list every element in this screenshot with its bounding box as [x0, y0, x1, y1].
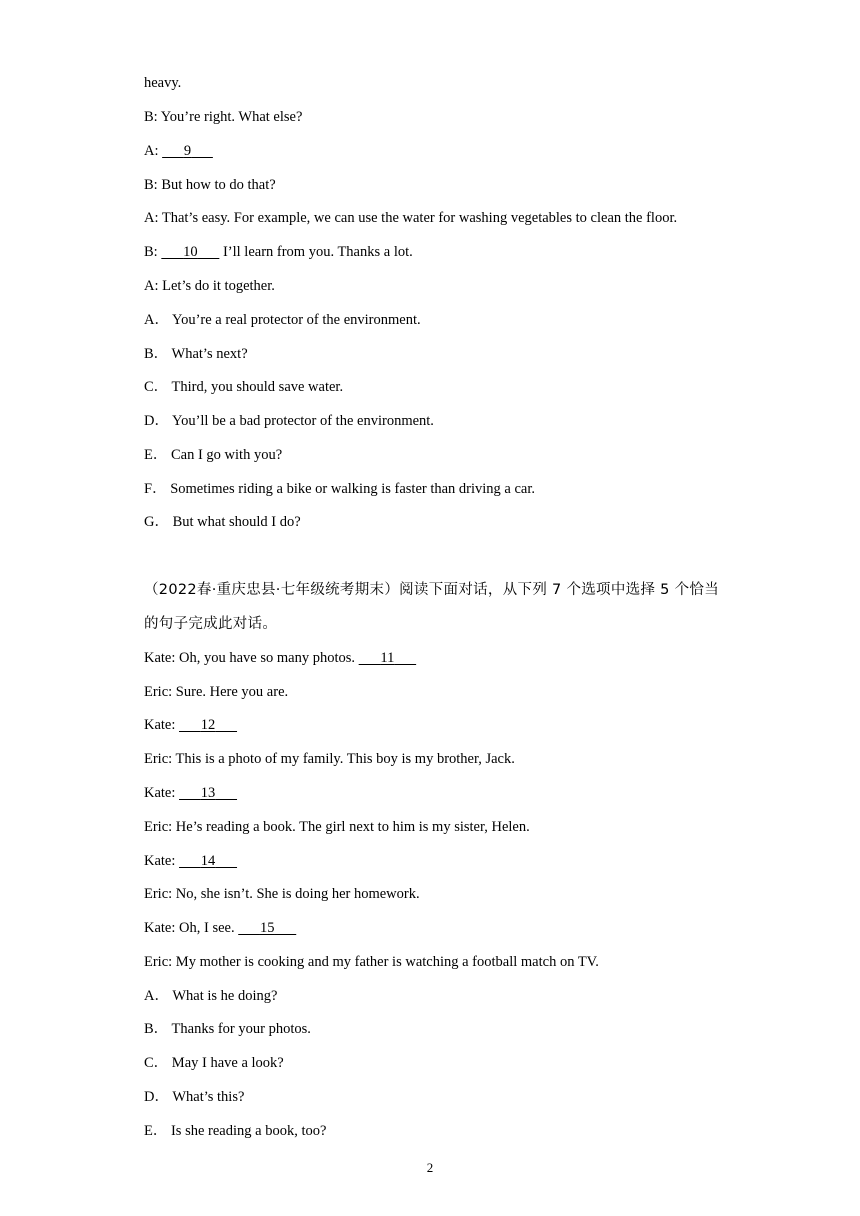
- option-f: F． Sometimes riding a bike or walking is faster than driving a car.: [144, 481, 536, 497]
- dialogue-line-blank-13: [144, 783, 237, 803]
- dialogue-line: Eric: My mother is cooking and my father is watching a football match on TV.: [144, 954, 599, 970]
- dialogue-line-blank-15: [144, 918, 296, 938]
- dialogue-line: Eric: He’s reading a book. The girl next to him is my sister, Helen.: [144, 819, 530, 835]
- dialogue-text: Kate: Oh, you have so many photos.: [144, 650, 356, 666]
- option-b: B． Thanks for your photos.: [144, 1021, 311, 1037]
- option-e: E． Is she reading a book, too?: [144, 1123, 327, 1139]
- dialogue-line-blank-10: [144, 242, 413, 262]
- option-c: C． May I have a look?: [144, 1055, 284, 1071]
- answer-blank-12[interactable]: 12: [200, 717, 216, 733]
- option-g: G． But what should I do?: [144, 514, 301, 530]
- option-d: D． What’s this?: [144, 1089, 245, 1105]
- answer-blank-15[interactable]: 15: [259, 920, 275, 936]
- answer-blank-14[interactable]: 14: [200, 853, 216, 869]
- dialogue-line: A: That’s easy. For example, we can use the water for washing vegetables to clean the floor.: [144, 210, 678, 226]
- option-b: B． What’s next?: [144, 346, 248, 362]
- option-c: C． Third, you should save water.: [144, 379, 344, 395]
- speaker-label: A:: [144, 143, 159, 159]
- dialogue-line: Eric: Sure. Here you are.: [144, 684, 289, 700]
- dialogue-line: Eric: No, she isn’t. She is doing her homework.: [144, 886, 420, 902]
- dialogue-line-blank-11: [144, 648, 416, 668]
- question-instruction: （2022春·重庆忠县·七年级统考期末）阅读下面对话，从下列 7 个选项中选择 5 个恰当: [144, 582, 720, 598]
- dialogue-line-blank-9: [144, 141, 213, 161]
- dialogue-line: B: You’re right. What else?: [144, 109, 303, 125]
- dialogue-line: heavy.: [144, 75, 182, 91]
- speaker-label: B:: [144, 244, 158, 260]
- speaker-label: Kate:: [144, 785, 176, 801]
- speaker-label: Kate:: [144, 717, 176, 733]
- answer-blank-9[interactable]: 9: [183, 143, 192, 159]
- option-a: A． What is he doing?: [144, 988, 278, 1004]
- dialogue-line: Eric: This is a photo of my family. This boy is my brother, Jack.: [144, 751, 515, 767]
- option-d: D． You’ll be a bad protector of the environment.: [144, 413, 434, 429]
- dialogue-line-blank-14: [144, 851, 237, 871]
- option-e: E． Can I go with you?: [144, 447, 283, 463]
- dialogue-text: Kate: Oh, I see.: [144, 920, 235, 936]
- answer-blank-13[interactable]: 13: [200, 785, 216, 801]
- speaker-label: Kate:: [144, 853, 176, 869]
- page-number: 2: [426, 1160, 434, 1175]
- dialogue-line: A: Let’s do it together.: [144, 278, 275, 294]
- question-instruction: 的句子完成此对话。: [144, 616, 278, 632]
- dialogue-line-blank-12: [144, 715, 237, 735]
- answer-blank-10[interactable]: 10: [183, 244, 198, 260]
- dialogue-text: I’ll learn from you. Thanks a lot.: [222, 244, 413, 260]
- answer-blank-11[interactable]: 11: [380, 650, 395, 666]
- dialogue-line: B: But how to do that?: [144, 177, 276, 193]
- option-a: A． You’re a real protector of the environment.: [144, 312, 421, 328]
